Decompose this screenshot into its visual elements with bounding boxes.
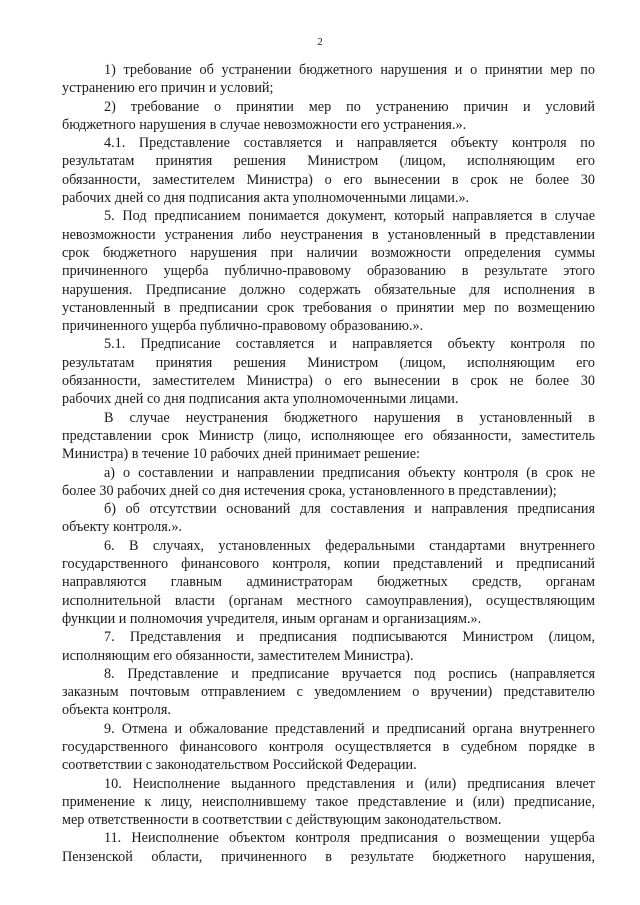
text-line: направляются главным администраторам бюджетных средств, органам <box>62 574 595 591</box>
text-line: 6. В случаях, установленных федеральными стандартами внутреннего <box>104 537 595 554</box>
text-line: 5. Под предписанием понимается документ, который направляется в случае <box>104 208 595 225</box>
paragraph <box>62 829 595 866</box>
text-line: обязанности, заместителем Министра) о его вынесении в срок не более 30 <box>62 171 595 188</box>
text-line: Министра) в течение 10 рабочих дней принимает решение: <box>62 446 420 463</box>
text-line: 11. Неисполнение объектом контроля предписания о возмещении ущерба <box>104 830 595 847</box>
text-line: 9. Отмена и обжалование представлений и предписаний органа внутреннего <box>104 720 595 737</box>
text-line: исполняющим его обязанности, заместителем Министра). <box>62 647 414 664</box>
paragraph <box>62 537 595 628</box>
document-body <box>62 61 595 866</box>
text-line: исполнительной власти (органам местного самоуправления), осуществляющим <box>62 592 595 609</box>
text-line: срок бюджетного нарушения при наличии возможности определения суммы <box>62 244 595 261</box>
paragraph <box>62 464 595 501</box>
text-line: результатам принятия решения Министром (лицом, исполняющим его <box>62 153 595 170</box>
text-line: Пензенской области, причиненного в результате бюджетного нарушения, <box>62 848 595 865</box>
text-line: 10. Неисполнение выданного представления и (или) предписания влечет <box>104 775 595 792</box>
text-line: 8. Представление и предписание вручается под роспись (направляется <box>104 665 595 682</box>
text-line: 4.1. Представление составляется и направляется объекту контроля по <box>104 135 595 152</box>
text-line: объекта контроля. <box>62 702 171 719</box>
paragraph <box>62 98 595 135</box>
paragraph <box>62 61 595 98</box>
paragraph <box>62 775 595 830</box>
text-line: причиненного ущерба публично-правовому образованию.». <box>62 318 424 335</box>
page-number: 2 <box>317 36 323 48</box>
text-line: причиненного ущерба публично-правовому образованию в результате этого <box>62 263 595 280</box>
text-line: государственного финансового контроля осуществляется в судебном порядке в <box>62 738 595 755</box>
paragraph <box>62 207 595 335</box>
text-line: а) о составлении и направлении предписания объекту контроля (в срок не <box>104 464 595 481</box>
text-line: результатам принятия решения Министром (лицом, исполняющим его <box>62 354 595 371</box>
text-line: 7. Представления и предписания подписываются Министром (лицом, <box>104 629 595 646</box>
text-line: устранению его причин и условий; <box>62 80 274 97</box>
text-line: государственного финансового контроля, копии представлений и предписаний <box>62 556 595 573</box>
paragraph <box>62 720 595 775</box>
text-line: бюджетного нарушения в случае невозможности его устранения.». <box>62 116 467 133</box>
text-line: нарушения. Предписание должно содержать обязательные для исполнения в <box>62 281 595 298</box>
text-line: более 30 рабочих дней со дня истечения срока, установленного в представлении); <box>62 482 557 499</box>
text-line: заказным почтовым отправлением с уведомлением о вручении) представителю <box>62 684 595 701</box>
text-line: б) об отсутствии оснований для составления и направления предписания <box>104 501 595 518</box>
text-line: рабочих дней со дня подписания акта уполномоченными лицами. <box>62 391 459 408</box>
paragraph <box>62 500 595 537</box>
text-line: 2) требование о принятии мер по устранению причин и условий <box>104 98 595 115</box>
text-line: В случае неустранения бюджетного нарушения в установленный в <box>104 409 595 426</box>
text-line: объекту контроля.». <box>62 519 182 536</box>
text-line: установленный в предписании срок требования о принятии мер по возмещению <box>62 299 595 316</box>
text-line: соответствии с законодательством Российской Федерации. <box>62 757 417 774</box>
text-line: обязанности, заместителем Министра) о его вынесении в срок не более 30 <box>62 373 595 390</box>
paragraph <box>62 335 595 408</box>
text-line: 1) требование об устранении бюджетного нарушения и о принятии мер по <box>104 62 595 78</box>
paragraph <box>62 628 595 665</box>
paragraph <box>62 134 595 207</box>
paragraph <box>62 409 595 464</box>
text-line: представлении срок Министр (лицо, исполняющее его обязанности, заместитель <box>62 427 595 444</box>
text-line: рабочих дней со дня подписания акта уполномоченными лицами.». <box>62 190 470 207</box>
text-line: 5.1. Предписание составляется и направляется объекту контроля по <box>104 336 595 353</box>
text-line: невозможности устранения либо неустранения в установленный в представлении <box>62 226 595 243</box>
text-line: мер ответственности в соответствии с действующим законодательством. <box>62 812 502 829</box>
text-line: функции и полномочия учредителя, иным органам и организациям.». <box>62 610 482 627</box>
text-line: применение к лицу, неисполнившему такое представление и (или) предписание, <box>62 793 595 810</box>
paragraph <box>62 665 595 720</box>
